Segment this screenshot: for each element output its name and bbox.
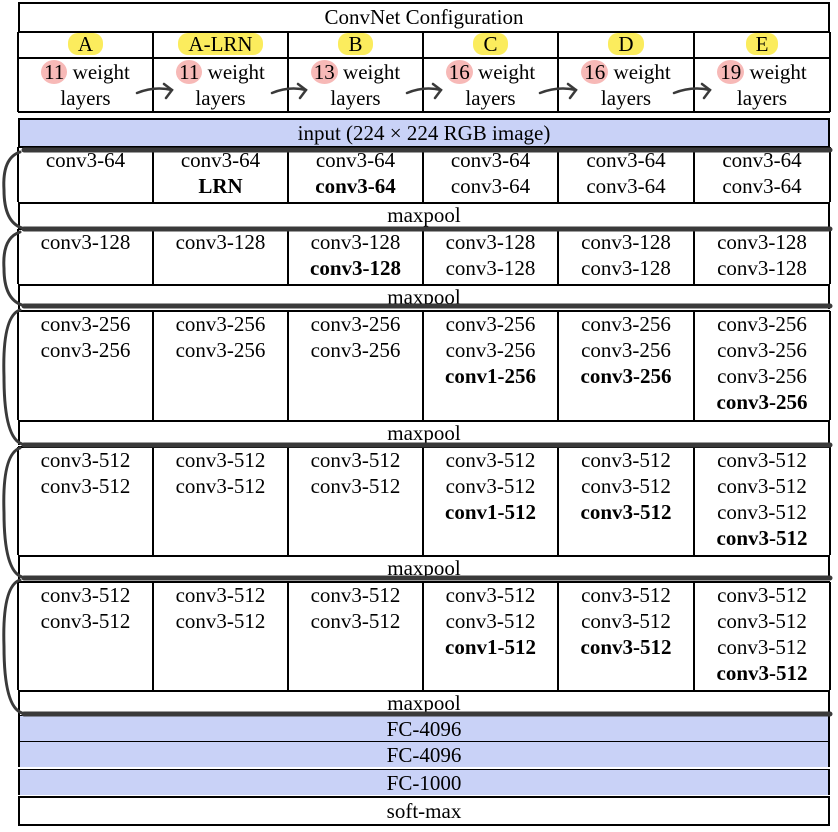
layer-name: conv3-512 — [310, 474, 401, 498]
layer-name: conv3-512 — [717, 500, 807, 524]
layer-name: conv3-128 — [581, 230, 671, 254]
layer-name: conv3-512 — [717, 474, 807, 498]
maxpool-row: maxpool — [18, 691, 830, 715]
layer-name: conv3-512 — [717, 635, 807, 659]
layer-name: conv3-512 — [717, 583, 807, 607]
weight-layers-a — [18, 59, 153, 111]
layer-cell — [153, 147, 288, 202]
layer-count-word: weight — [472, 60, 536, 84]
layer-cell — [18, 311, 153, 420]
layer-name: conv3-256 — [40, 312, 131, 336]
layer-name: conv3-64 — [450, 174, 531, 198]
layer-cell — [694, 147, 830, 202]
config-label-e — [694, 32, 830, 58]
layer-name: conv3-128 — [445, 230, 536, 254]
config-label-a-lrn — [153, 32, 288, 58]
layer-name: conv3-512 — [40, 474, 131, 498]
layer-count: 19 — [717, 60, 744, 84]
layer-name: conv3-256 — [581, 312, 671, 336]
layer-count: 11 — [41, 60, 67, 84]
layer-name: conv3-512 — [40, 583, 131, 607]
layer-name: conv3-256 — [580, 364, 672, 388]
layer-name: conv3-128 — [310, 256, 401, 280]
layer-name: conv3-64 — [45, 148, 126, 172]
layer-name: conv3-512 — [445, 474, 536, 498]
table-title-text: ConvNet Configuration — [324, 5, 524, 29]
layer-name: conv3-512 — [717, 609, 807, 633]
fc-row: FC-1000 — [18, 770, 830, 795]
layer-count: 13 — [311, 60, 338, 84]
layer-name: conv3-64 — [722, 174, 802, 198]
layer-cell — [694, 447, 830, 555]
softmax-row: soft-max — [18, 798, 830, 824]
layer-cell — [694, 311, 830, 420]
layer-name: conv3-256 — [716, 390, 808, 414]
layer-name: conv3-512 — [716, 661, 808, 685]
layer-name: conv3-512 — [445, 583, 536, 607]
layer-name: conv3-128 — [581, 256, 671, 280]
config-label-c — [423, 32, 558, 58]
layer-name: conv3-128 — [40, 230, 131, 254]
layer-name: conv3-512 — [40, 448, 131, 472]
layer-name: conv3-128 — [310, 230, 401, 254]
layer-cell — [694, 582, 830, 690]
layer-name: conv3-512 — [581, 448, 671, 472]
layer-name: conv3-128 — [717, 256, 807, 280]
layer-name: conv3-512 — [175, 583, 266, 607]
layer-count: 11 — [176, 60, 202, 84]
layer-cell — [423, 582, 558, 690]
weight-layers-d — [558, 59, 694, 111]
layer-count-word2: layers — [195, 86, 246, 110]
layer-name: conv3-512 — [310, 609, 401, 633]
layer-cell — [288, 311, 423, 420]
config-label-a — [18, 32, 153, 58]
layer-name: conv3-512 — [445, 448, 536, 472]
layer-cell — [558, 229, 694, 284]
layer-cell — [558, 582, 694, 690]
layer-cell — [288, 447, 423, 555]
config-label-text: B — [338, 33, 372, 55]
weight-layers-a-lrn — [153, 59, 288, 111]
layer-cell — [153, 311, 288, 420]
layer-cell — [423, 229, 558, 284]
layer-name: conv3-64 — [315, 174, 396, 198]
layer-count: 16 — [446, 60, 473, 84]
layer-count: 16 — [581, 60, 608, 84]
config-label-text: A-LRN — [178, 33, 262, 55]
layer-count-word: weight — [202, 60, 265, 84]
layer-name: conv1-512 — [445, 500, 536, 524]
config-label-text: D — [608, 33, 643, 55]
layer-name: conv3-512 — [40, 609, 131, 633]
layer-cell — [558, 147, 694, 202]
table-bottom-rule — [18, 824, 830, 826]
layer-name: conv3-512 — [716, 526, 808, 550]
layer-name: conv3-256 — [310, 312, 401, 336]
layer-cell — [288, 147, 423, 202]
layer-name: conv3-64 — [315, 148, 396, 172]
layer-name: conv3-512 — [717, 448, 807, 472]
layer-cell — [288, 582, 423, 690]
config-label-text: C — [473, 33, 507, 55]
config-label-b — [288, 32, 423, 58]
input-row: input (224 × 224 RGB image) — [18, 120, 830, 146]
layer-name: conv1-256 — [445, 364, 536, 388]
layer-cell — [18, 147, 153, 202]
layer-cell — [694, 229, 830, 284]
fc-row: FC-4096 — [18, 742, 830, 767]
weight-layers-b — [288, 59, 423, 111]
layer-cell — [18, 447, 153, 555]
layer-name: conv3-256 — [175, 338, 266, 362]
layer-name: conv3-256 — [310, 338, 401, 362]
config-label-text: E — [746, 33, 779, 55]
weight-layers-e — [694, 59, 830, 111]
layer-name: conv3-64 — [180, 148, 261, 172]
layer-name: conv3-512 — [175, 448, 266, 472]
layer-cell — [18, 229, 153, 284]
weight-layers-c — [423, 59, 558, 111]
config-label-text: A — [68, 33, 103, 55]
layer-name: conv3-256 — [445, 338, 536, 362]
layer-name: conv1-512 — [445, 635, 536, 659]
layer-count-word2: layers — [330, 86, 381, 110]
layer-name: conv3-64 — [586, 174, 666, 198]
layer-name: conv3-64 — [722, 148, 802, 172]
layer-count-word: weight — [67, 60, 130, 84]
layer-name: conv3-512 — [310, 448, 401, 472]
layer-name: conv3-512 — [310, 583, 401, 607]
layer-name: conv3-512 — [580, 635, 672, 659]
layer-cell — [153, 229, 288, 284]
layer-name: conv3-64 — [450, 148, 531, 172]
layer-name: conv3-256 — [581, 338, 671, 362]
layer-cell — [423, 447, 558, 555]
layer-name: conv3-512 — [445, 609, 536, 633]
layer-cell — [153, 447, 288, 555]
layer-name: conv3-512 — [175, 474, 266, 498]
maxpool-row: maxpool — [18, 203, 830, 227]
layer-name: conv3-256 — [717, 364, 807, 388]
layer-cell — [18, 582, 153, 690]
layer-cell — [558, 311, 694, 420]
layer-count-word: weight — [608, 60, 671, 84]
fc-row: FC-4096 — [18, 716, 830, 741]
layer-name: conv3-256 — [717, 338, 807, 362]
layer-cell — [558, 447, 694, 555]
layer-count-word: weight — [744, 60, 807, 84]
layer-count-word2: layers — [60, 86, 111, 110]
layer-name: conv3-512 — [580, 500, 672, 524]
maxpool-row: maxpool — [18, 285, 830, 309]
layer-name: conv3-256 — [175, 312, 266, 336]
layer-name: conv3-256 — [445, 312, 536, 336]
layer-count-word2: layers — [465, 86, 516, 110]
layer-name: conv3-256 — [717, 312, 807, 336]
layer-name: conv3-128 — [445, 256, 536, 280]
layer-count-word2: layers — [600, 86, 652, 110]
layer-cell — [153, 582, 288, 690]
layer-name: LRN — [198, 174, 243, 198]
layer-cell — [423, 147, 558, 202]
config-label-d — [558, 32, 694, 58]
layer-name: conv3-64 — [586, 148, 666, 172]
layer-name: conv3-256 — [40, 338, 131, 362]
maxpool-row: maxpool — [18, 421, 830, 445]
layer-name: conv3-512 — [581, 609, 671, 633]
table-title — [18, 2, 830, 32]
layer-name: conv3-128 — [717, 230, 807, 254]
layer-cell — [423, 311, 558, 420]
layer-cell — [288, 229, 423, 284]
layer-name: conv3-128 — [175, 230, 266, 254]
header-rule — [18, 111, 830, 113]
layer-count-word2: layers — [736, 86, 788, 110]
layer-name: conv3-512 — [581, 583, 671, 607]
layer-name: conv3-512 — [175, 609, 266, 633]
layer-count-word: weight — [337, 60, 401, 84]
layer-name: conv3-512 — [581, 474, 671, 498]
maxpool-row: maxpool — [18, 556, 830, 580]
